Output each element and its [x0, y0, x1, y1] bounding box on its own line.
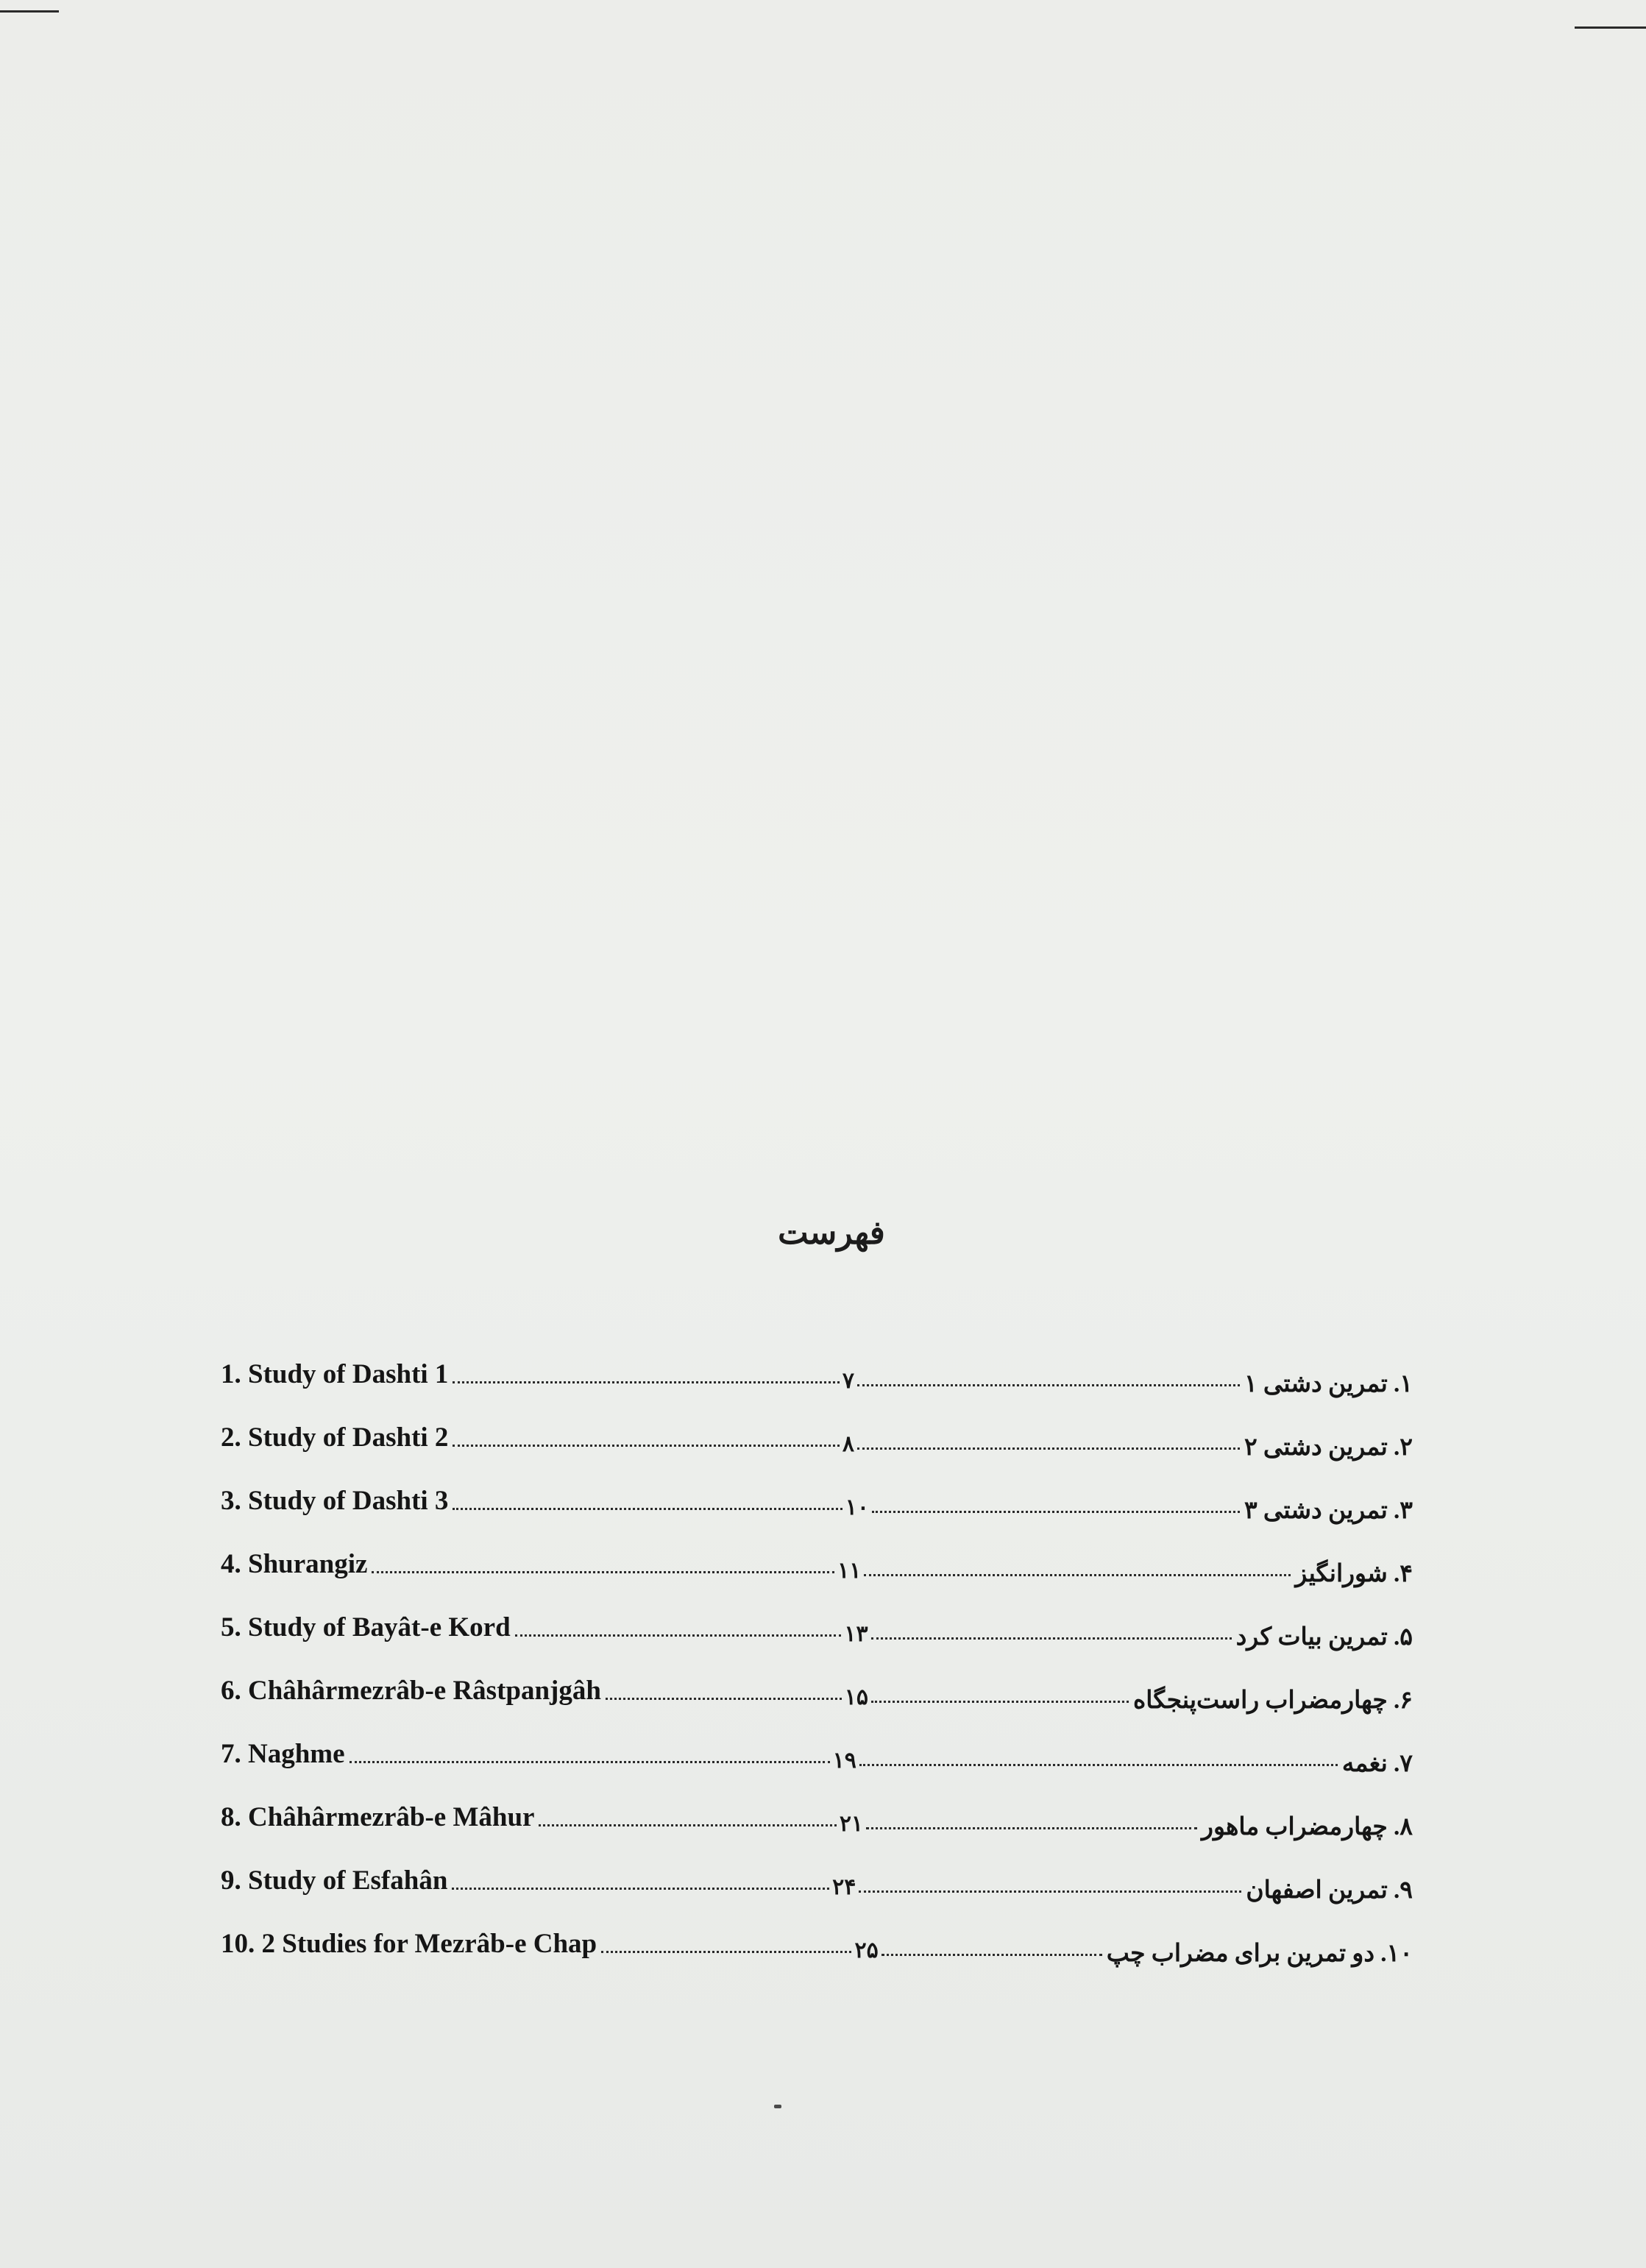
toc-persian-title: ۸. چهارمضراب ماهور [1202, 1814, 1413, 1840]
dot-leader [866, 1827, 1197, 1829]
toc-english-title: 7. Naghme [221, 1739, 345, 1769]
dot-leader [350, 1761, 830, 1763]
toc-english-title: 8. Châhârmezrâb-e Mâhur [221, 1802, 535, 1832]
dot-leader [453, 1445, 839, 1447]
dot-leader [871, 1637, 1232, 1640]
dot-leader [857, 1384, 1240, 1386]
crop-mark-left [0, 10, 59, 13]
toc-persian-title: ۲. تمرین دشتی ۲ [1244, 1434, 1413, 1461]
toc-persian-title: ۵. تمرین بیات کرد [1235, 1624, 1413, 1651]
toc-english-title: 3. Study of Dashti 3 [221, 1486, 449, 1516]
toc-row [221, 1719, 1413, 1782]
toc-row [221, 1656, 1413, 1719]
toc-persian-title: ۷. نغمه [1341, 1751, 1413, 1777]
dot-leader [872, 1511, 1240, 1513]
toc-persian-title: ۶. چهارمضراب راست‌پنجگاه [1133, 1687, 1413, 1714]
toc-row [221, 1909, 1413, 1972]
toc-row [221, 1782, 1413, 1846]
toc-english-title: 5. Study of Bayât-e Kord [221, 1612, 511, 1642]
dot-leader [453, 1508, 842, 1510]
toc-row [221, 1466, 1413, 1529]
toc-page-number: ۲۵ [854, 1938, 879, 1963]
dot-leader [453, 1381, 839, 1383]
toc-page-number: ۲۴ [832, 1875, 856, 1899]
dot-leader [452, 1888, 829, 1890]
toc-english-title: 9. Study of Esfahân [221, 1865, 448, 1896]
toc-persian-title: ۴. شورانگیز [1295, 1561, 1413, 1587]
toc-english-title: 10. 2 Studies for Mezrâb-e Chap [221, 1929, 597, 1959]
dot-leader [539, 1824, 836, 1826]
toc-persian-title: ۹. تمرین اصفهان [1246, 1877, 1413, 1904]
toc-page-number: ۷ [842, 1369, 854, 1393]
paper-speck [774, 2105, 781, 2108]
dot-leader [857, 1447, 1240, 1450]
dot-leader [606, 1698, 842, 1700]
toc-english-title: 1. Study of Dashti 1 [221, 1359, 449, 1389]
toc-page-number: ۱۳ [844, 1622, 868, 1646]
toc-page-number: ۸ [842, 1432, 854, 1456]
toc-english-title: 2. Study of Dashti 2 [221, 1422, 449, 1453]
toc-page-number: ۱۵ [844, 1685, 868, 1709]
toc-persian-title: ۳. تمرین دشتی ۳ [1244, 1498, 1413, 1524]
toc-row [221, 1529, 1413, 1592]
toc-heading: فهرست [778, 1215, 885, 1251]
toc-page-number: ۱۹ [832, 1748, 856, 1773]
toc-page-number: ۱۰ [845, 1495, 869, 1520]
crop-mark-right [1575, 26, 1646, 29]
toc-english-title: 6. Châhârmezrâb-e Râstpanjgâh [221, 1676, 601, 1706]
toc-english-title: 4. Shurangiz [221, 1549, 368, 1579]
toc-row [221, 1592, 1413, 1656]
table-of-contents [221, 1339, 1413, 1972]
dot-leader [372, 1571, 834, 1573]
dot-leader [871, 1701, 1129, 1703]
dot-leader [881, 1954, 1102, 1956]
dot-leader [864, 1574, 1291, 1576]
dot-leader [859, 1764, 1338, 1766]
toc-row [221, 1339, 1413, 1403]
toc-row [221, 1846, 1413, 1909]
toc-persian-title: ۱۰. دو تمرین برای مضراب چپ [1106, 1941, 1413, 1967]
toc-row [221, 1403, 1413, 1466]
toc-page-number: ۱۱ [837, 1559, 862, 1583]
dot-leader [601, 1951, 851, 1953]
toc-persian-title: ۱. تمرین دشتی ۱ [1244, 1371, 1413, 1397]
toc-page-number: ۲۱ [839, 1812, 864, 1836]
dot-leader [515, 1634, 842, 1637]
dot-leader [859, 1890, 1241, 1893]
